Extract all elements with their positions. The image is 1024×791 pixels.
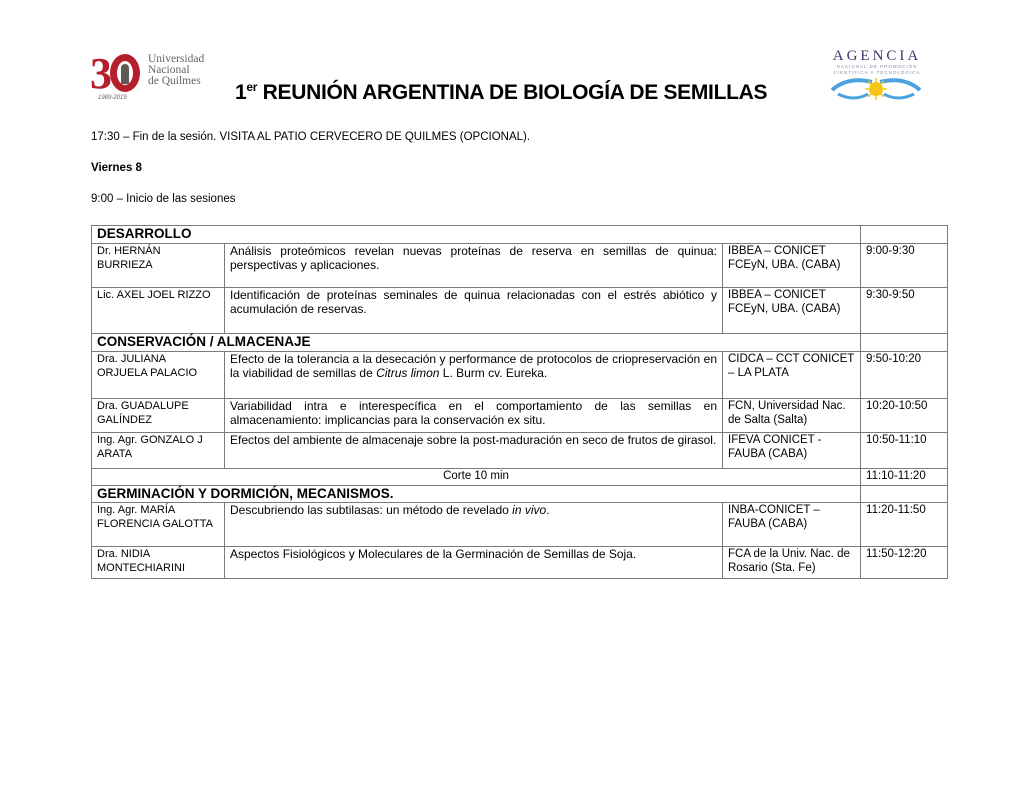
time-slot: 9:00-9:30 [861, 244, 948, 288]
program-table [91, 225, 948, 579]
institution: CIDCA – CCT CONICET – LA PLATA [723, 352, 861, 399]
table-row [92, 433, 948, 469]
table-row [92, 503, 948, 547]
speaker: Dra. JULIANA ORJUELA PALACIO [92, 352, 225, 399]
logo-years: 1989-2019 [98, 95, 127, 101]
agencia-logo: AGENCIA NACIONAL DE PROMOCIÓN CIENTÍFICA Y TECNOLÓGICA [822, 48, 932, 104]
talk-title: Efectos del ambiente de almacenaje sobre la post-maduración en seco de frutos de girasol. [225, 433, 723, 469]
talk-title: Variabilidad intra e interespecífica en el comportamiento de las semillas en almacenamiento: implicancias para la conservación ex situ. [225, 399, 723, 433]
section-title: GERMINACIÓN Y DORMICIÓN, MECANISMOS. [92, 486, 861, 503]
time-slot: 11:20-11:50 [861, 503, 948, 547]
speaker: Ing. Agr. GONZALO J ARATA [92, 433, 225, 469]
speaker: Lic. AXEL JOEL RIZZO [92, 288, 225, 334]
talk-title: Identificación de proteínas seminales de quinua relacionadas con el estrés abiótico y acumulación de reservas. [225, 288, 723, 334]
institution: IFEVA CONICET - FAUBA (CABA) [723, 433, 861, 469]
logo-30-mark: 3 [90, 50, 140, 97]
talk-title: Aspectos Fisiológicos y Moleculares de la Germinación de Semillas de Soja. [225, 547, 723, 579]
table-row [92, 352, 948, 399]
agencia-logo-name: AGENCIA [832, 48, 922, 64]
institution: FCN, Universidad Nac. de Salta (Salta) [723, 399, 861, 433]
break-row [92, 469, 948, 486]
table-row [92, 547, 948, 579]
page-title: 1er REUNIÓN ARGENTINA DE BIOLOGÍA DE SEMILLAS [235, 80, 768, 104]
time-slot: 10:20-10:50 [861, 399, 948, 433]
break-label: Corte 10 min [92, 469, 861, 486]
session-start-note: 9:00 – Inicio de las sesiones [91, 193, 236, 205]
speaker: Ing. Agr. MARÍA FLORENCIA GALOTTA [92, 503, 225, 547]
day-heading: Viernes 8 [91, 162, 142, 174]
institution: FCA de la Univ. Nac. de Rosario (Sta. Fe) [723, 547, 861, 579]
section-header-row [92, 334, 948, 352]
table-row [92, 244, 948, 288]
time-slot: 11:50-12:20 [861, 547, 948, 579]
talk-title: Análisis proteómicos revelan nuevas proteínas de reserva en semillas de quinua: perspectivas y aplicaciones. [225, 244, 723, 288]
session-end-note: 17:30 – Fin de la sesión. VISITA AL PATIO CERVECERO DE QUILMES (OPCIONAL). [91, 131, 531, 143]
section-header-row [92, 486, 948, 503]
time-slot: 10:50-11:10 [861, 433, 948, 469]
sun-flag-icon [828, 76, 924, 102]
section-header-row [92, 226, 948, 244]
speaker: Dra. GUADALUPE GALÍNDEZ [92, 399, 225, 433]
table-row [92, 288, 948, 334]
institution: INBA-CONICET – FAUBA (CABA) [723, 503, 861, 547]
universidad-quilmes-logo [90, 50, 235, 102]
time-slot: 9:50-10:20 [861, 352, 948, 399]
speaker: Dra. NIDIA MONTECHIARINI [92, 547, 225, 579]
logo-university-name: Universidad Nacional de Quilmes [148, 53, 205, 87]
table-row [92, 399, 948, 433]
time-slot: 9:30-9:50 [861, 288, 948, 334]
institution: IBBEA – CONICET FCEyN, UBA. (CABA) [723, 288, 861, 334]
talk-title: Efecto de la tolerancia a la desecación y performance de protocolos de criopreservación en la viabilidad de semillas de Citrus limon L. Burm cv. Eureka. [225, 352, 723, 399]
break-time: 11:10-11:20 [861, 469, 948, 486]
talk-title: Descubriendo las subtilasas: un método de revelado in vivo. [225, 503, 723, 547]
section-title: CONSERVACIÓN / ALMACENAJE [92, 334, 861, 352]
section-title: DESARROLLO [92, 226, 861, 244]
speaker: Dr. HERNÁN BURRIEZA [92, 244, 225, 288]
institution: IBBEA – CONICET FCEyN, UBA. (CABA) [723, 244, 861, 288]
